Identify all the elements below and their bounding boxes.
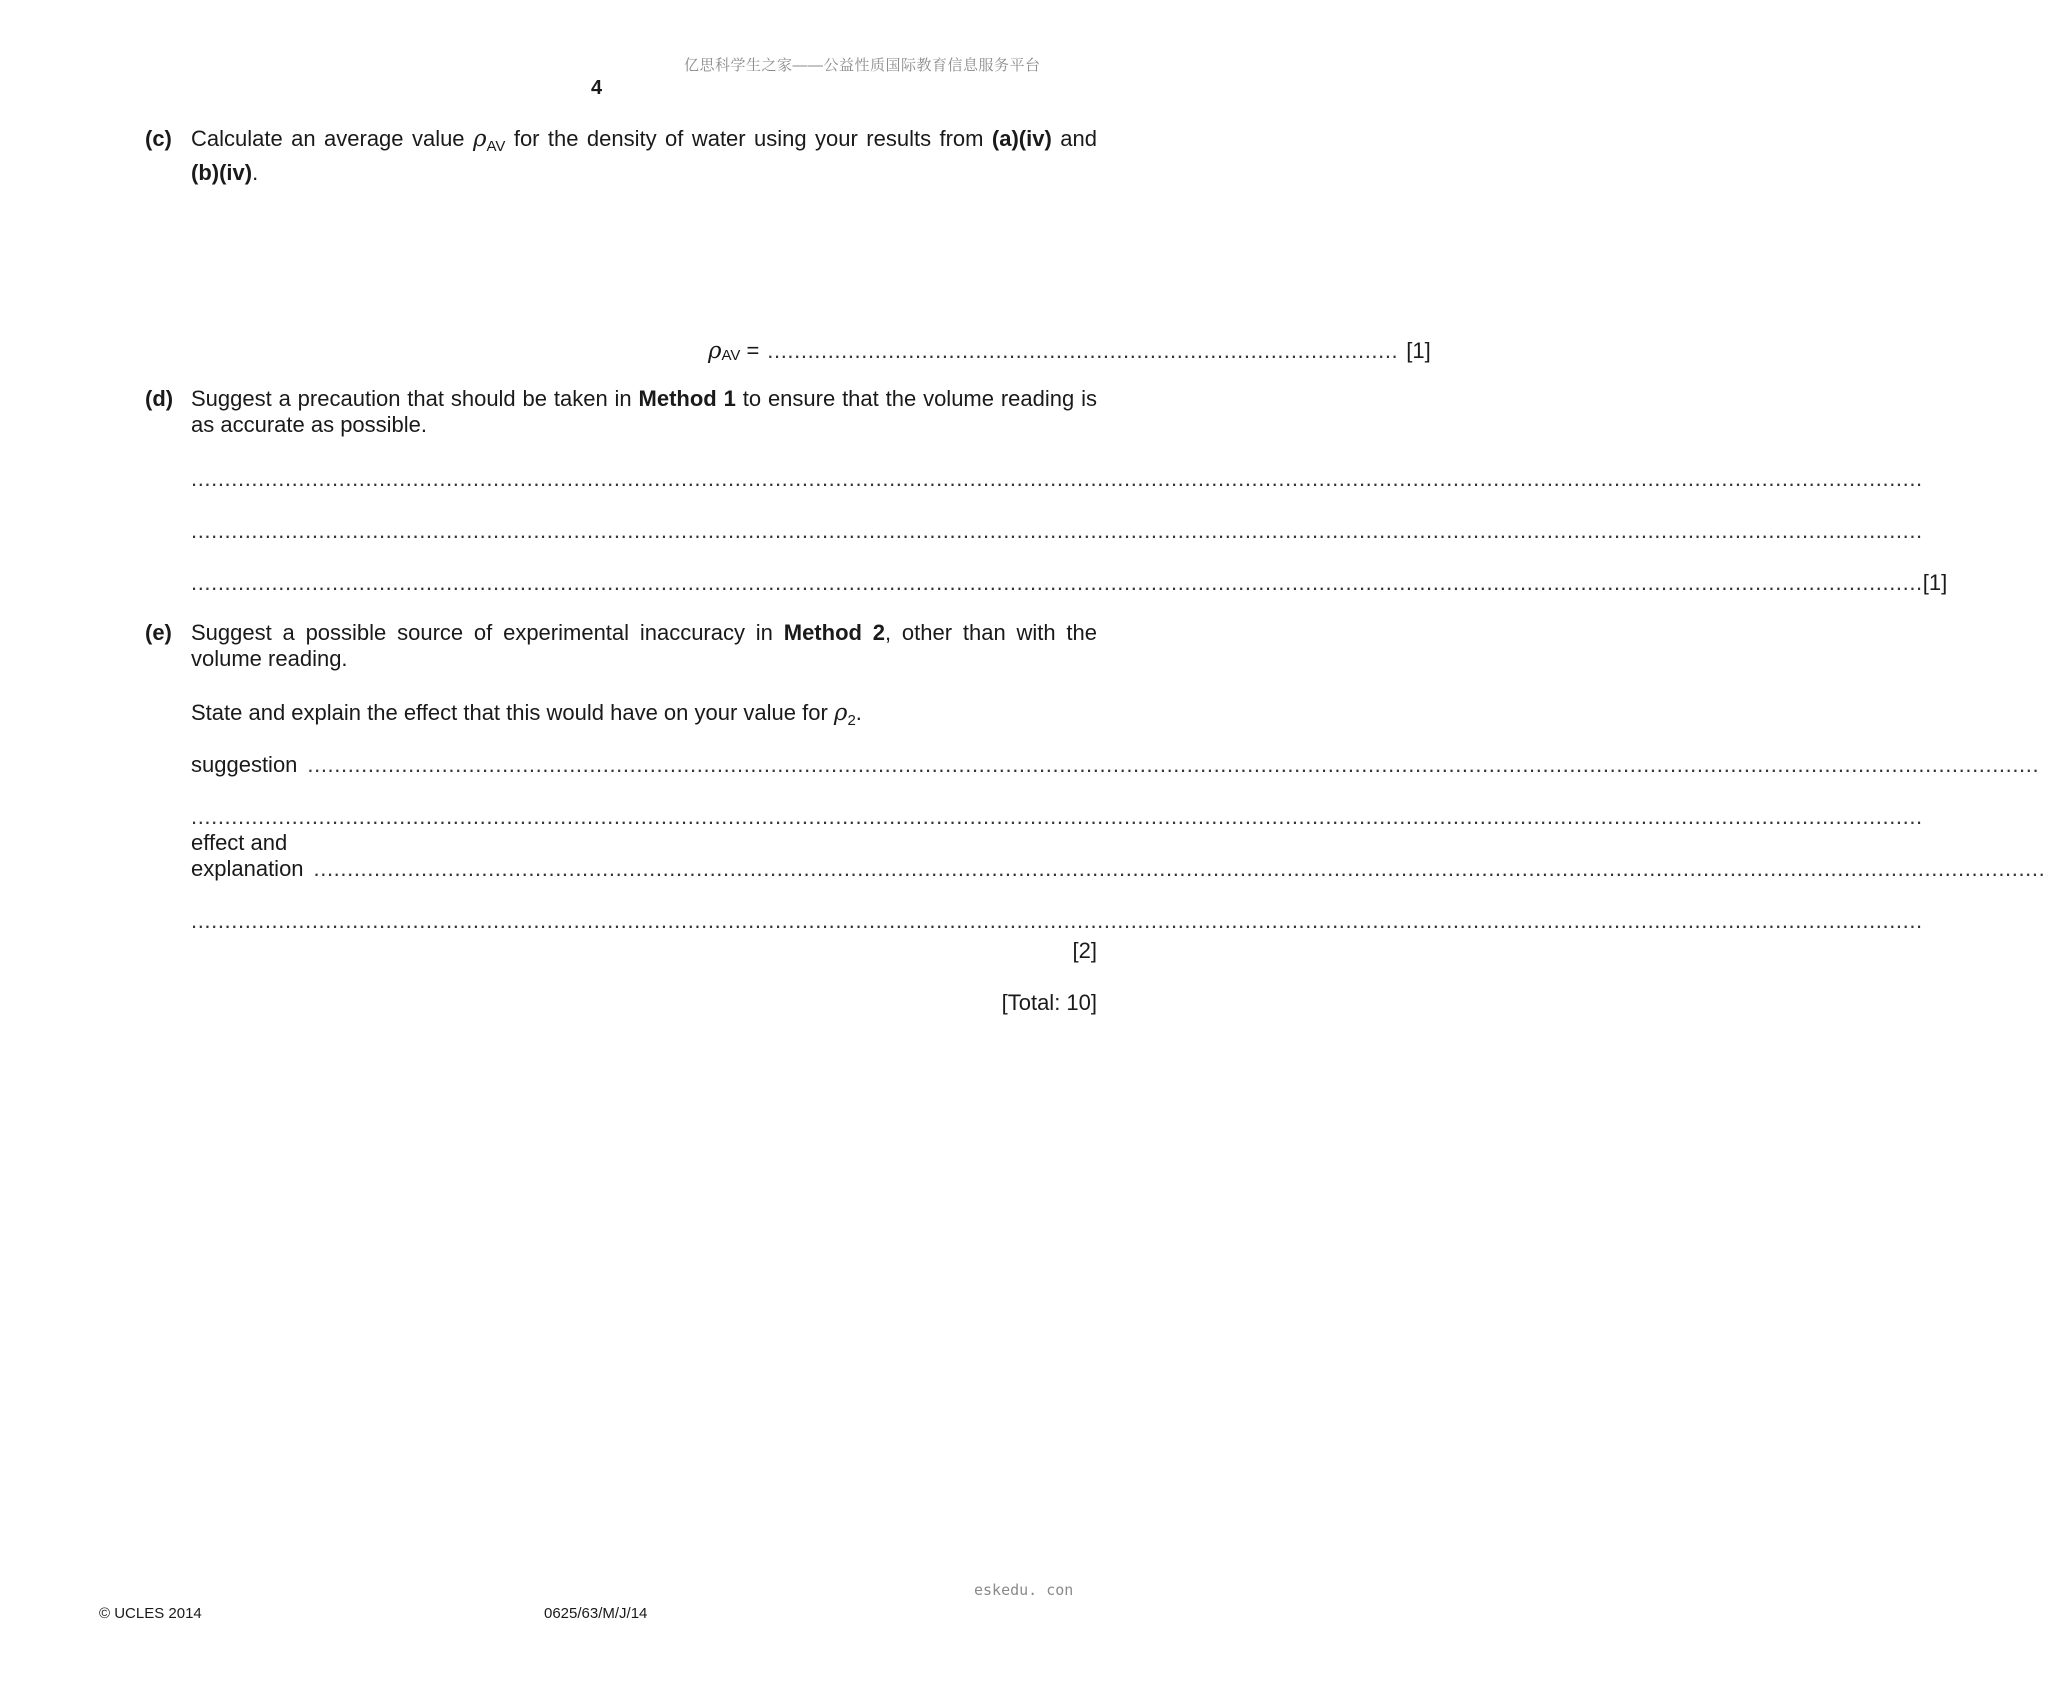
part-c-mark: [1] [1406, 338, 1431, 363]
effect-line[interactable]: effect and explanation .................................................................................................................................................................................................................................................................. [191, 830, 2045, 881]
header-watermark: 亿思科学生之家——公益性质国际教育信息服务平台 [684, 57, 1041, 74]
part-c-label: (c) [145, 126, 172, 151]
rho-av-symbol: ρ [708, 338, 722, 364]
part-e-instruction-text: State and explain the effect that this would have on your value for [191, 700, 828, 725]
part-e-text-1: Suggest a possible source of experimental inaccuracy in [191, 620, 773, 645]
page-number: 4 [591, 77, 603, 99]
part-d-question: Suggest a precaution that should be taken in Method 1 to ensure that the volume reading is as accurate as possible. [191, 386, 1097, 437]
suggestion-label: suggestion [191, 752, 298, 777]
part-c-text-1: Calculate an average value [191, 126, 465, 151]
rho-2-symbol: ρ [833, 700, 848, 726]
footer-code: 0625/63/M/J/14 [544, 1605, 648, 1622]
part-c-period: . [252, 160, 259, 185]
rho-subscript: AV [486, 138, 506, 155]
part-d-answer-line-1[interactable]: .................................................................................................................................................................................................................................................................. [191, 466, 1923, 491]
part-d-label: (d) [145, 386, 174, 411]
equals-sign: = [746, 338, 760, 363]
part-d-method: Method 1 [638, 386, 736, 411]
part-c-question [191, 126, 1097, 186]
part-c-text-3: and [1060, 126, 1097, 151]
effect-label: effect and explanation [191, 830, 304, 881]
answer-dots[interactable]: .............................................................................................. [767, 338, 1399, 363]
part-d-text-1: Suggest a precaution that should be taken in [191, 386, 632, 411]
part-d-answer-line-3[interactable]: .................................................................................................................................................................................................................................................................. [1] [191, 570, 1948, 595]
suggestion-line-2[interactable]: .................................................................................................................................................................................................................................................................. [191, 804, 1923, 829]
rho-symbol: ρ [472, 126, 487, 152]
part-c-text-2: for the density of water using your results from [513, 126, 984, 151]
part-d-answer-line-2[interactable]: .................................................................................................................................................................................................................................................................. [191, 518, 1923, 543]
effect-line-2[interactable]: .................................................................................................................................................................................................................................................................. [191, 908, 1923, 933]
suggestion-line[interactable]: suggestion .................................................................................................................................................................................................................................................................. [191, 752, 2040, 777]
part-e-question: Suggest a possible source of experimental inaccuracy in Method 2, other than with the volume reading. [191, 620, 1097, 671]
rho-av-subscript: AV [721, 347, 741, 364]
rho-2-subscript: 2 [847, 712, 856, 729]
part-e-label: (e) [145, 620, 172, 645]
part-c-ref-1: (a)(iv) [991, 126, 1052, 151]
part-c-ref-2: (b)(iv) [191, 160, 253, 185]
part-c-answer-line [708, 334, 1431, 364]
footer-watermark: eskedu. con [974, 1581, 1074, 1599]
part-d-mark: [1] [1922, 570, 1948, 595]
total-marks: [Total: 10] [1001, 990, 1097, 1015]
footer-copyright: © UCLES 2014 [99, 1605, 202, 1622]
part-e-mark: [2] [1072, 938, 1097, 963]
part-e-period: . [855, 700, 862, 725]
part-e-instruction [191, 700, 1097, 734]
part-e-method: Method 2 [783, 620, 885, 645]
